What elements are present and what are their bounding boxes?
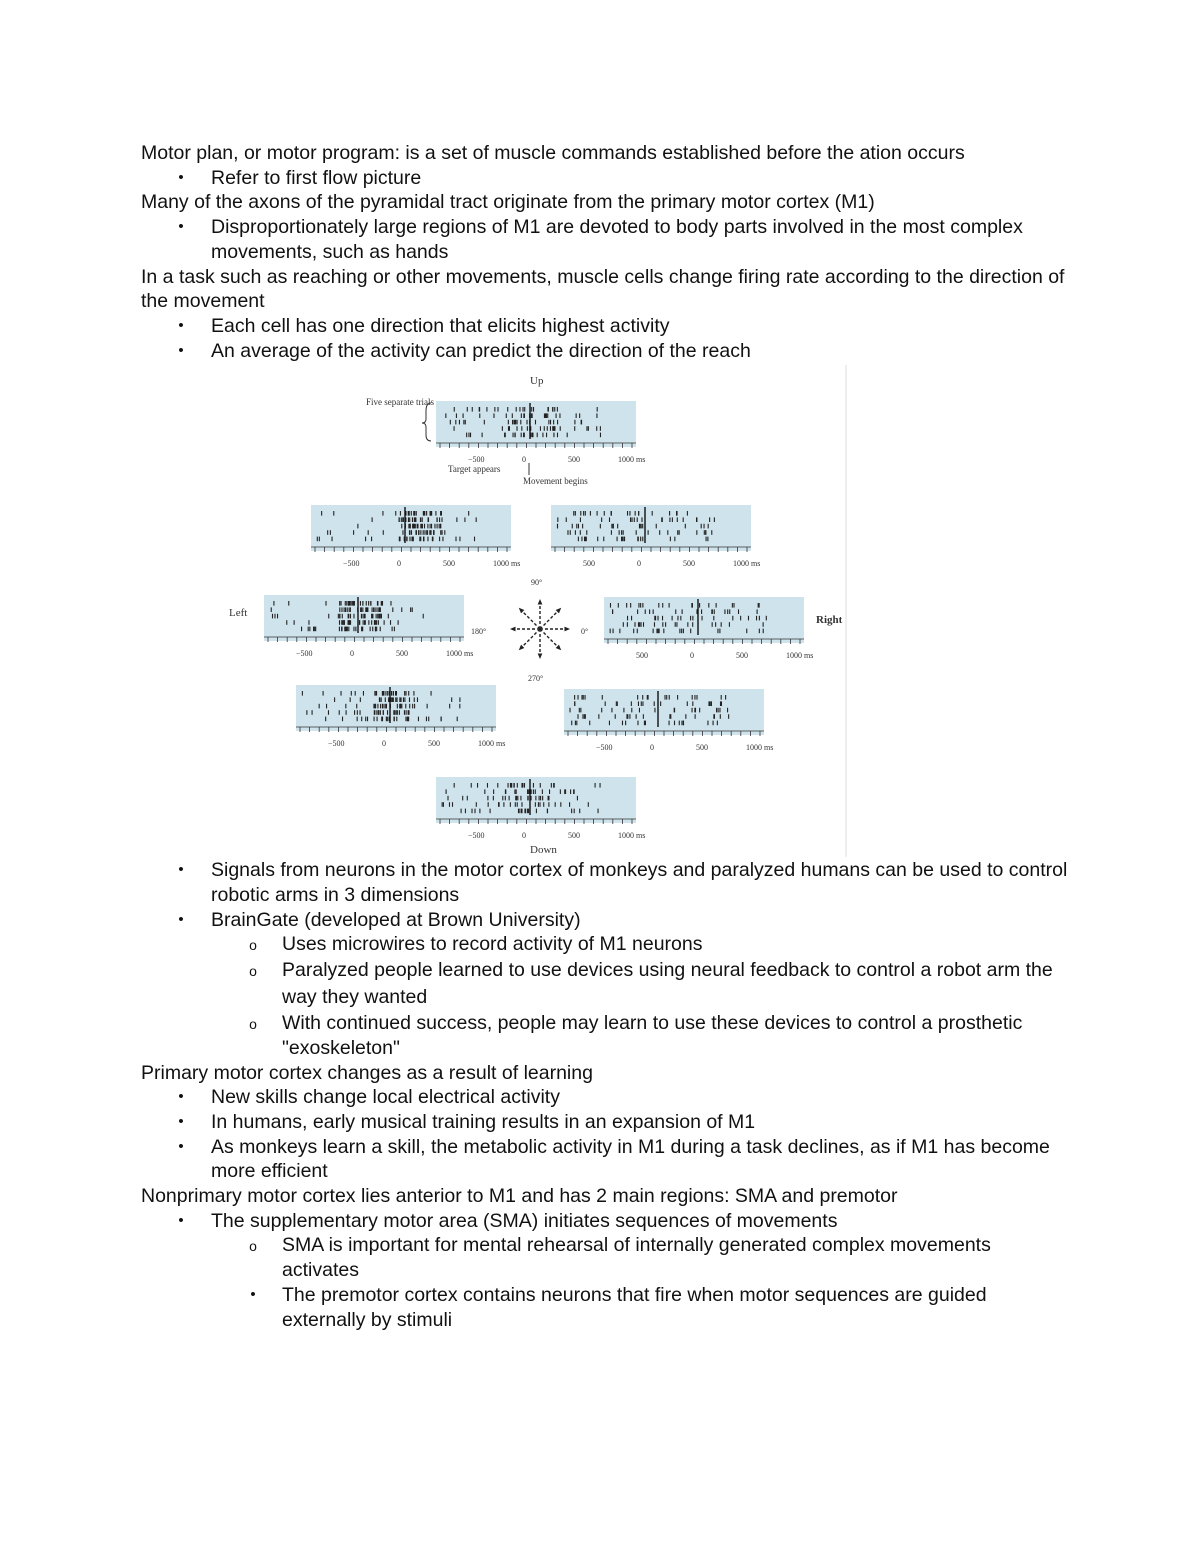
compass-arrowhead (538, 599, 543, 605)
label-left: Left (229, 607, 248, 620)
axis-tick-label: 0 (350, 649, 354, 659)
hollow-bullet-icon: o (249, 1016, 257, 1033)
trials-bracket (422, 403, 431, 441)
label-angle-90: 90° (531, 578, 543, 588)
compass-arrowhead (519, 608, 525, 614)
list-item: • As monkeys learn a skill, the metabolic activity in M1 during a task declines, as if M1 has become more efficient (141, 1135, 1071, 1184)
compass-arrowhead (510, 627, 516, 632)
bullet-icon: • (178, 341, 184, 359)
axis-tick-label: 500 (428, 739, 440, 749)
axis-tick-label: 500 (696, 743, 708, 753)
sub-list-item: o With continued success, people may learn to use these devices to control a prosthetic "exoskeleton" (141, 1011, 1071, 1060)
axis-tick-label: 0 (522, 831, 526, 841)
axis-tick-label: 500 (568, 455, 580, 465)
axis-tick-label: 1000 ms (733, 559, 761, 569)
raster-figure (141, 363, 1071, 858)
axis-tick-label: 0 (637, 559, 641, 569)
heading-reaching-task: In a task such as reaching or other movements, muscle cells change firing rate according to the direction of the movement (141, 265, 1065, 313)
heading-motor-plan: Motor plan, or motor program: is a set of muscle commands established before the ation occurs (141, 142, 965, 164)
axis-tick-label: 500 (683, 559, 695, 569)
bullet-icon: • (178, 316, 184, 334)
axis-tick-label: 1000 ms (786, 651, 814, 661)
compass-arrowhead (556, 645, 562, 651)
raster-panel-down-right (564, 689, 773, 752)
axis-tick-label: 500 (736, 651, 748, 661)
bullet-icon: • (178, 861, 184, 879)
axis-tick-label: −500 (296, 649, 313, 659)
list-item: • New skills change local electrical activity (141, 1085, 1071, 1110)
list-item: • BrainGate (developed at Brown University) (141, 908, 1071, 933)
label-angle-0: 0° (581, 627, 589, 637)
heading-learning: Primary motor cortex changes as a result of learning (141, 1061, 593, 1084)
label-up: Up (530, 375, 544, 388)
list-item: • Each cell has one direction that elicits highest activity (141, 314, 1071, 339)
axis-tick-label: 500 (443, 559, 455, 569)
axis-tick-label: 1000 ms (478, 739, 506, 749)
axis-tick-label: −500 (343, 559, 360, 569)
raster-plot-figure (226, 365, 843, 857)
list-item: • The supplementary motor area (SMA) initiates sequences of movements (141, 1209, 1071, 1234)
heading-nonprimary: Nonprimary motor cortex lies anterior to M1 and has 2 main regions: SMA and premotor (141, 1185, 898, 1208)
sub-list-item: o Uses microwires to record activity of M1 neurons (141, 932, 1071, 957)
bullet-icon: • (178, 910, 184, 928)
axis-tick-label: −500 (468, 831, 485, 841)
compass-arrowhead (564, 627, 570, 632)
raster-panel-down-left (296, 685, 505, 748)
hollow-bullet-icon: o (249, 963, 257, 980)
label-down: Down (530, 844, 557, 857)
axis-tick-label: 1000 ms (618, 455, 646, 465)
axis-tick-label: 0 (382, 739, 386, 749)
axis-tick-label: 500 (396, 649, 408, 659)
direction-compass-icon (510, 599, 570, 659)
hollow-bullet-icon: o (249, 1238, 257, 1255)
label-target-appears: Target appears (448, 464, 501, 475)
compass-arrowhead (556, 608, 562, 614)
axis-tick-label: 1000 ms (493, 559, 521, 569)
label-right: Right (816, 614, 843, 627)
axis-tick-label: 0 (690, 651, 694, 661)
list-item: • Signals from neurons in the motor cortex of monkeys and paralyzed humans can be used to control robotic arms in 3 dimensions (141, 858, 1071, 907)
axis-tick-label: −500 (596, 743, 613, 753)
bullet-icon: • (178, 1211, 184, 1229)
axis-tick-label: 500 (568, 831, 580, 841)
axis-tick-label: 0 (522, 455, 526, 465)
axis-tick-label: 1000 ms (446, 649, 474, 659)
axis-tick-label: −500 (328, 739, 345, 749)
list-item: • Disproportionately large regions of M1 are devoted to body parts involved in the most complex movements, such as hands (141, 215, 1071, 264)
sub-list-item: o SMA is important for mental rehearsal of internally generated complex movements activates (141, 1233, 1071, 1282)
raster-panel-right (604, 597, 813, 660)
bullet-icon: • (178, 168, 184, 186)
raster-panel-up (436, 401, 645, 464)
raster-panel-down (436, 777, 645, 840)
bullet-icon: • (178, 1137, 184, 1155)
document-body (141, 141, 1071, 1332)
bullet-icon: • (178, 218, 184, 236)
label-movement-begins: Movement begins (523, 476, 588, 487)
bullet-icon: • (178, 1112, 184, 1130)
sub-list-item: • The premotor cortex contains neurons that fire when motor sequences are guided externally by stimuli (141, 1283, 1071, 1332)
heading-pyramidal-tract: Many of the axons of the pyramidal tract originate from the primary motor cortex (M1) (141, 191, 875, 214)
axis-tick-label: 0 (397, 559, 401, 569)
axis-tick-label: −500 (468, 455, 485, 465)
list-item: • In humans, early musical training results in an expansion of M1 (141, 1110, 1071, 1135)
axis-tick-label: 1000 ms (618, 831, 646, 841)
bullet-icon: • (250, 1285, 256, 1303)
hollow-bullet-icon: o (249, 937, 257, 954)
axis-tick-label: 1000 ms (746, 743, 774, 753)
compass-arrowhead (519, 645, 525, 651)
raster-panel-up-right (551, 505, 760, 568)
list-item: • Refer to first flow picture (141, 166, 1071, 191)
raster-panel-up-left (311, 505, 520, 568)
axis-tick-label: 0 (650, 743, 654, 753)
label-angle-270: 270° (528, 674, 544, 684)
axis-tick-label: 500 (583, 559, 595, 569)
list-item: • An average of the activity can predict the direction of the reach (141, 339, 1071, 364)
compass-arrowhead (538, 654, 543, 660)
axis-tick-label: 500 (636, 651, 648, 661)
raster-panel-left (264, 595, 473, 658)
label-five-trials: Five separate trials (366, 397, 434, 408)
sub-list-item: o Paralyzed people learned to use devices using neural feedback to control a robot arm the way they wanted (141, 957, 1071, 1011)
bullet-icon: • (178, 1088, 184, 1106)
label-angle-180: 180° (471, 627, 487, 637)
